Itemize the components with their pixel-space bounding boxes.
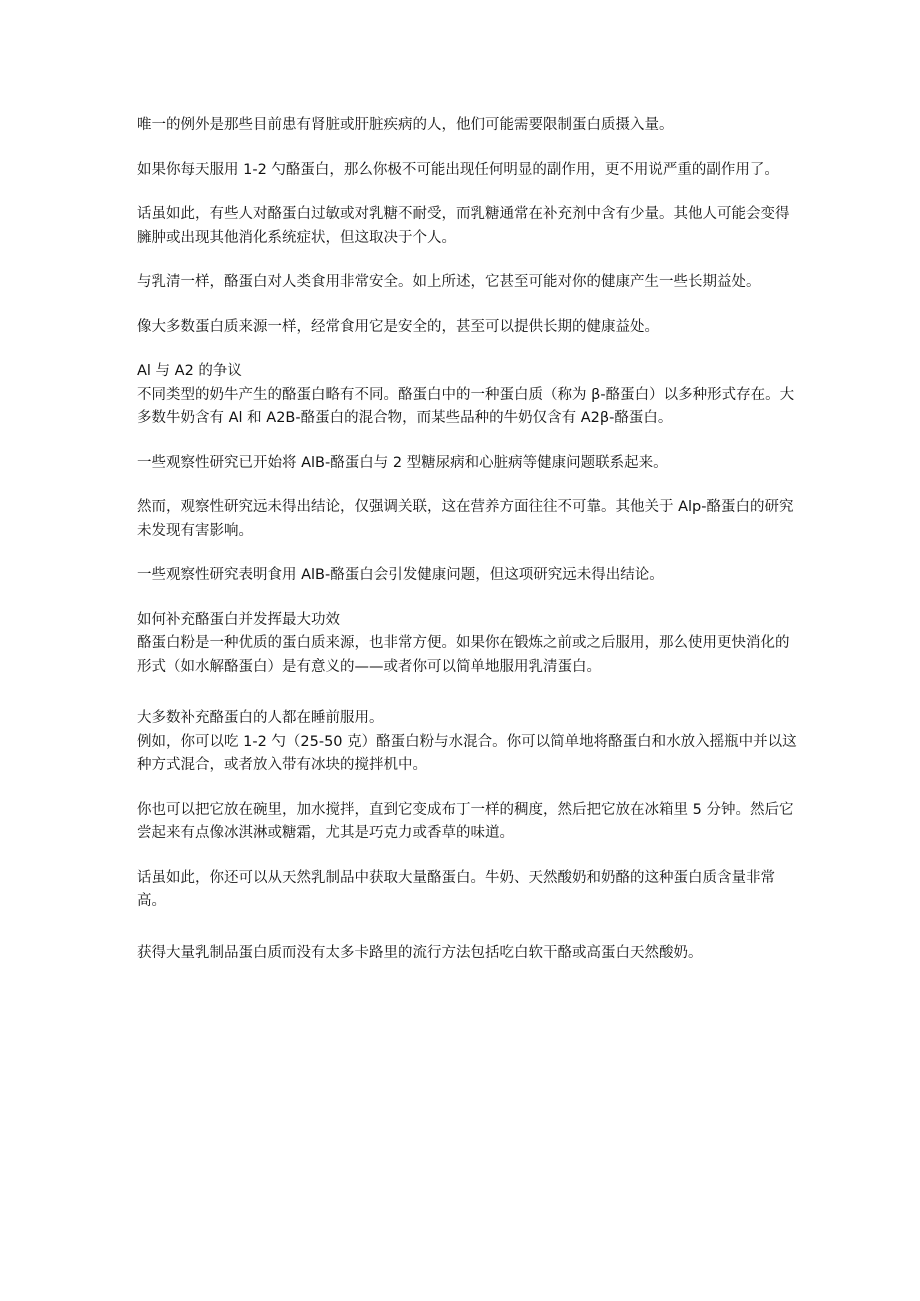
paragraph: 获得大量乳制品蛋白质而没有太多卡路里的流行方法包括吃白软干酪或高蛋白天然酸奶。	[137, 944, 703, 961]
paragraph: 一些观察性研究表明食用 AlB-酪蛋白会引发健康问题，但这项研究远未得出结论。	[137, 567, 664, 583]
paragraph: 话虽如此，你还可以从天然乳制品中获取大量酪蛋白。牛奶、天然酸奶和奶酪的这种蛋白质含量非常高。	[137, 869, 775, 909]
paragraph: 你也可以把它放在碗里，加水搅拌，直到它变成布丁一样的稠度，然后把它放在冰箱里 5 分钟。然后它尝起来有点像冰淇淋或糖霜，尤其是巧克力或香草的味道。	[137, 801, 794, 841]
document-body	[137, 114, 797, 986]
section-heading-a1-a2: Al 与 A2 的争议	[137, 363, 242, 379]
paragraph: 不同类型的奶牛产生的酪蛋白略有不同。酪蛋白中的一种蛋白质（称为 β-酪蛋白）以多种形式存在。大多数牛奶含有 Al 和 A2B-酪蛋白的混合物，而某些品种的牛奶仅含有 A2β-酪蛋白。	[137, 386, 795, 426]
paragraph: 唯一的例外是那些目前患有肾脏或肝脏疾病的人，他们可能需要限制蛋白质摄入量。	[137, 117, 674, 133]
paragraph: 像大多数蛋白质来源一样，经常食用它是安全的，甚至可以提供长期的健康益处。	[137, 318, 659, 335]
paragraph: 如果你每天服用 1-2 勺酪蛋白，那么你极不可能出现任何明显的副作用，更不用说严重的副作用了。	[137, 161, 779, 178]
paragraph: 酪蛋白粉是一种优质的蛋白质来源，也非常方便。如果你在锻炼之前或之后服用，那么使用更快消化的形式（如水解酪蛋白）是有意义的——或者你可以简单地服用乳清蛋白。	[137, 635, 790, 675]
paragraph: 例如，你可以吃 1-2 勺（25-50 克）酪蛋白粉与水混合。你可以简单地将酪蛋白和水放入摇瓶中并以这种方式混合，或者放入带有冰块的搅拌机中。	[137, 733, 797, 773]
paragraph: 话虽如此，有些人对酪蛋白过敏或对乳糖不耐受，而乳糖通常在补充剂中含有少量。其他人可能会变得臃肿或出现其他消化系统症状，但这取决于个人。	[137, 206, 790, 246]
paragraph: 大多数补充酪蛋白的人都在睡前服用。	[137, 710, 384, 726]
section-heading-how-to: 如何补充酪蛋白并发挥最大功效	[137, 611, 340, 628]
paragraph: 然而，观察性研究远未得出结论，仅强调关联，这在营养方面往往不可靠。其他关于 Alp-酪蛋白的研究未发现有害影响。	[137, 499, 794, 539]
paragraph: 与乳清一样，酪蛋白对人类食用非常安全。如上所述，它甚至可能对你的健康产生一些长期益处。	[137, 274, 761, 290]
paragraph: 一些观察性研究已开始将 AlB-酪蛋白与 2 型糖尿病和心脏病等健康问题联系起来。	[137, 454, 668, 471]
